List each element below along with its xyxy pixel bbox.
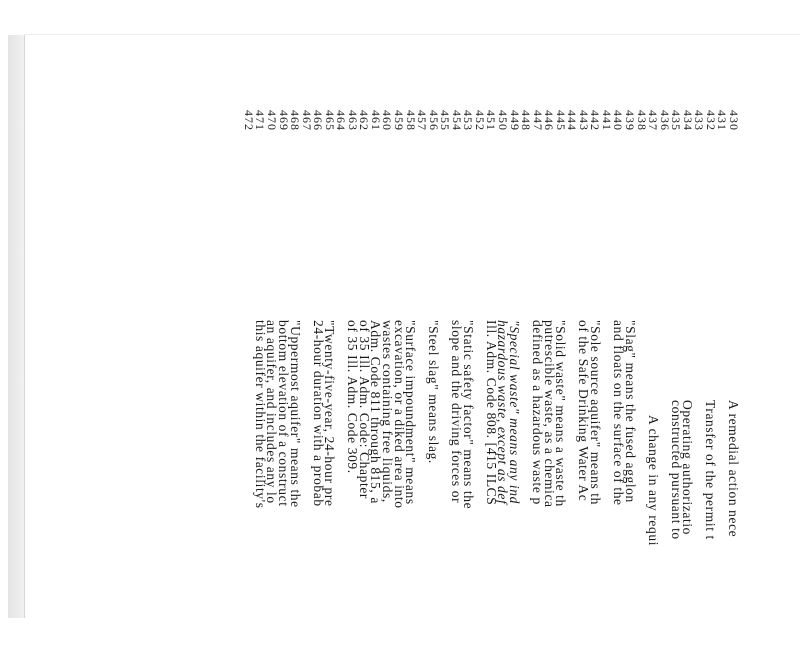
document-text-line: "Static safety factor" means the — [460, 320, 476, 510]
line-number: 470 — [265, 110, 279, 131]
line-number: 471 — [253, 110, 268, 131]
line-number: 457 — [415, 110, 430, 131]
line-number: 449 — [507, 110, 522, 131]
page-edge-shadow — [8, 35, 25, 618]
line-number: 448 — [519, 110, 534, 131]
document-text-line: "Surface impoundment" means — [403, 320, 419, 505]
document-text-line: "Special waste" means any ind — [507, 320, 523, 504]
rotated-document-page — [120, 110, 740, 670]
line-number: 434 — [680, 110, 695, 131]
line-number: 459 — [392, 110, 407, 131]
line-number: 450 — [496, 110, 510, 131]
line-number: 438 — [634, 110, 649, 131]
line-number: 445 — [553, 110, 568, 131]
line-number: 454 — [449, 110, 464, 131]
document-text-line: "Slag" means the fused agglon — [622, 320, 638, 503]
line-number: 456 — [426, 110, 441, 131]
line-number: 443 — [576, 110, 591, 131]
line-number: 440 — [611, 110, 626, 131]
document-text-line: of 35 Ill. Adm. Code: Chapter — [356, 320, 372, 500]
document-text-line: A remedial action nece — [726, 400, 742, 538]
line-number: 453 — [461, 110, 476, 131]
document-text-line: constructed pursuant to — [668, 400, 684, 540]
document-text-line: putrescible waste, as a chemica — [541, 320, 557, 508]
line-number: 452 — [472, 110, 487, 131]
line-number: 439 — [623, 110, 638, 131]
line-number: 461 — [368, 110, 383, 131]
page-top-edge — [24, 34, 800, 35]
line-number: 463 — [345, 110, 360, 131]
line-number: 467 — [299, 110, 314, 131]
document-text-line: excavation, or a diked area into — [391, 320, 407, 509]
document-text-line: "Steel slag" means slag. — [426, 320, 442, 464]
document-text-line: "Sole source aquifer" means th — [587, 320, 603, 505]
document-text-line: Transfer of the permit t — [703, 400, 719, 540]
document-text-line: and floats on the surface of the — [611, 320, 626, 506]
document-text-line: Operating authorizatio — [680, 400, 696, 536]
document-text-line: of 35 Ill. Adm. Code 309. — [345, 320, 361, 474]
line-number: 466 — [311, 110, 326, 131]
document-text-line: bottom elevation of a construct — [276, 320, 292, 507]
line-number: 472 — [241, 110, 256, 131]
line-number: 437 — [646, 110, 661, 131]
line-number: 465 — [322, 110, 337, 131]
line-number: 441 — [599, 110, 614, 131]
document-text-line: wastes containing free liquids, — [380, 320, 395, 503]
line-number: 446 — [542, 110, 557, 131]
line-number: 431 — [715, 110, 730, 131]
line-number: 432 — [703, 110, 718, 131]
line-number: 455 — [438, 110, 453, 131]
line-number: 460 — [380, 110, 395, 131]
line-number: 468 — [288, 110, 303, 131]
line-number: 435 — [669, 110, 684, 131]
line-number: 436 — [657, 110, 672, 131]
line-number: 442 — [588, 110, 603, 131]
document-text-line: hazardous waste, except as def — [495, 320, 511, 505]
line-number: 462 — [357, 110, 372, 131]
document-text-line: this aquifer within the facility's — [252, 320, 268, 509]
document-text-line: Ill. Adm. Code 808. [415 ILCS — [483, 320, 499, 506]
line-number: 469 — [276, 110, 291, 131]
line-number: 430 — [727, 110, 741, 131]
document-text-line: 24-hour duration with a probab — [310, 320, 326, 507]
document-text-line: of the Safe Drinking Water Ac — [576, 320, 592, 502]
document-text-line: "Solid waste" means a waste th — [553, 320, 569, 507]
document-text-line: an aquifer, and includes any lo — [264, 320, 280, 504]
document-text-line: defined as a hazardous waste p — [530, 320, 546, 505]
document-text-line: "Uppermost aquifer" means the — [287, 320, 303, 508]
line-number: 464 — [334, 110, 349, 131]
line-number: 458 — [403, 110, 418, 131]
document-text-line: A change in any requi — [645, 415, 661, 547]
line-number: 444 — [565, 110, 580, 131]
line-number: 433 — [692, 110, 707, 131]
document-text-line: Adm. Code 811 through 815, a — [368, 320, 384, 504]
line-number: 447 — [530, 110, 545, 131]
document-text-line: "Twenty-five-year, 24-hour pre — [322, 320, 338, 507]
line-number: 451 — [484, 110, 499, 131]
document-text-line: slope and the driving forces or — [449, 320, 465, 504]
